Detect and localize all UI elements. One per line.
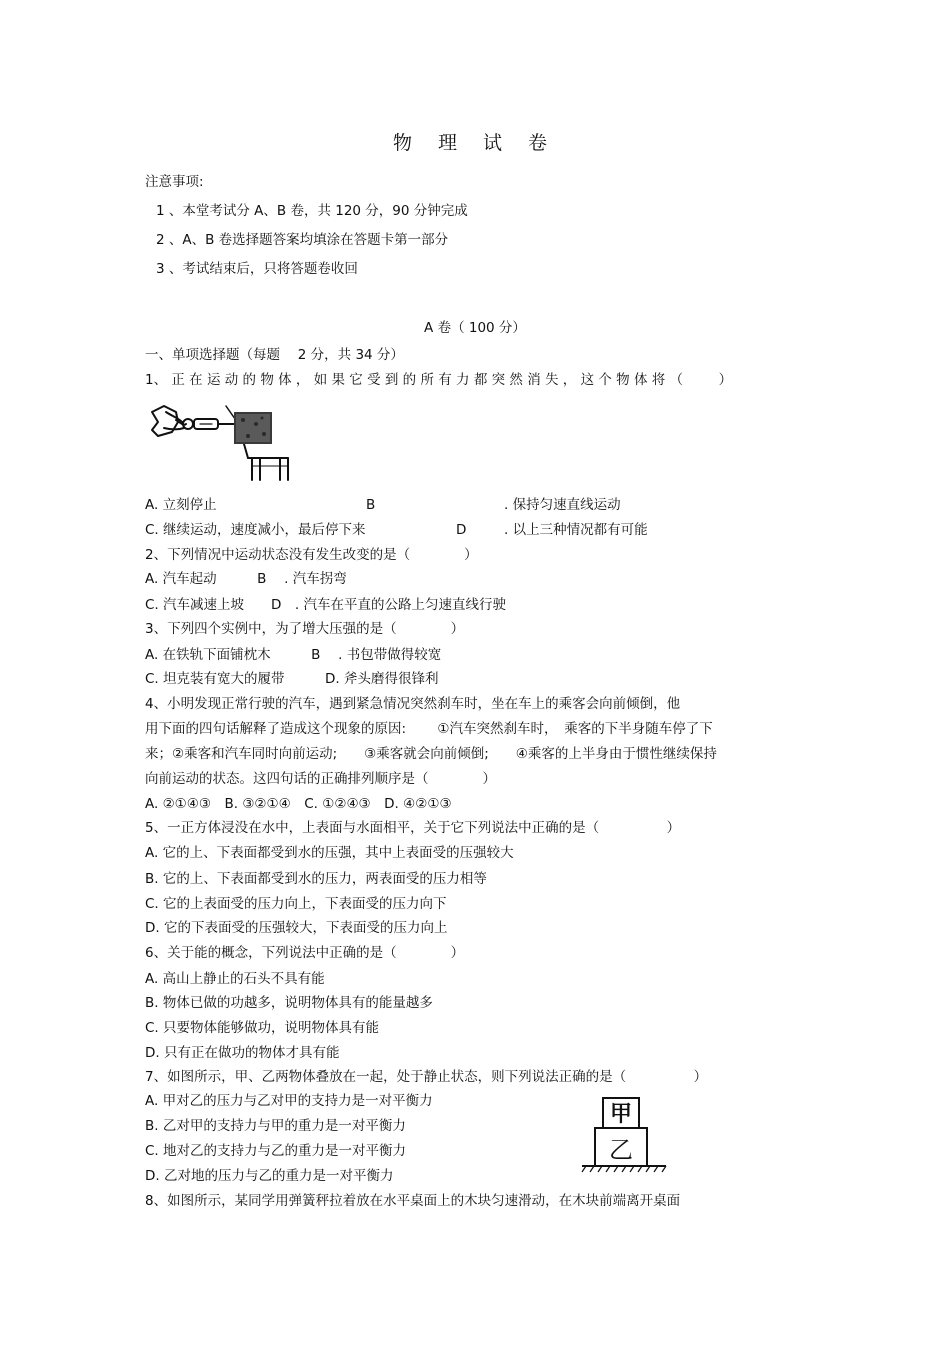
q6-option-c: C. 只要物体能够做功，说明物体具有能 <box>145 1020 380 1036</box>
stacked-blocks-figure <box>580 1096 670 1176</box>
q6-option-b: B. 物体已做的功越多，说明物体具有的能量越多 <box>145 995 433 1011</box>
q1-option-c: C. 继续运动，速度减小，最后停下来 <box>145 522 366 538</box>
q7-option-a: A. 甲对乙的压力与乙对甲的支持力是一对平衡力 <box>145 1093 433 1109</box>
q1-stem: 1、 正 在 运 动 的 物 体 ， 如 果 它 受 到 的 所 有 力 都 突 然 消 失 ， 这 个 物 体 将 （ ） <box>145 372 733 388</box>
notes-heading: 注意事项: <box>145 174 204 190</box>
q2-options-row2: C. 汽车减速上坡 D . 汽车在平直的公路上匀速直线行驶 <box>145 597 506 613</box>
q2-options-row1: A. 汽车起动 B . 汽车拐弯 <box>145 571 347 587</box>
q5-option-a: A. 它的上、下表面都受到水的压强，其中上表面受的压强较大 <box>145 845 514 861</box>
q7-option-c: C. 地对乙的支持力与乙的重力是一对平衡力 <box>145 1143 407 1159</box>
part1-heading: 一、单项选择题（每题 2 分，共 34 分） <box>145 347 404 363</box>
q5-option-d: D. 它的下表面受的压强较大，下表面受的压力向上 <box>145 920 448 936</box>
page-title: 物 理 试 卷 <box>392 132 558 154</box>
section-a-heading: A 卷（ 100 分） <box>424 320 526 336</box>
q8-stem: 8、如图所示，某同学用弹簧秤拉着放在水平桌面上的木块匀速滑动，在木块前端离开桌面 <box>145 1193 681 1209</box>
q4-line2: 用下面的四句话解释了造成这个现象的原因: ①汽车突然刹车时， 乘客的下半身随车停了下 <box>145 721 713 737</box>
spring-scale-figure <box>148 400 293 482</box>
q5-option-b: B. 它的上、下表面都受到水的压力，两表面受的压力相等 <box>145 871 487 887</box>
q3-options-row2: C. 坦克装有宽大的履带 D. 斧头磨得很锋利 <box>145 671 439 687</box>
q3-stem: 3、下列四个实例中，为了增大压强的是（ ） <box>145 621 465 637</box>
q6-option-a: A. 高山上静止的石头不具有能 <box>145 971 325 987</box>
q5-stem: 5、一正方体浸没在水中，上表面与水面相平，关于它下列说法中正确的是（ ） <box>145 820 681 836</box>
q7-option-b: B. 乙对甲的支持力与甲的重力是一对平衡力 <box>145 1118 406 1134</box>
note-item-3: 3 、考试结束后，只将答题卷收回 <box>156 261 358 277</box>
block-jia-label: 甲 <box>609 1102 633 1127</box>
hand-outline <box>152 406 178 436</box>
q3-options-row1: A. 在铁轨下面铺枕木 B . 书包带做得较宽 <box>145 647 442 663</box>
q6-option-d: D. 只有正在做功的物体才具有能 <box>145 1045 340 1061</box>
q4-line1: 4、小明发现正常行驶的汽车，遇到紧急情况突然刹车时，坐在车上的乘客会向前倾倒，他 <box>145 696 681 712</box>
q7-stem: 7、如图所示，甲、乙两物体叠放在一起，处于静止状态，则下列说法正确的是（ ） <box>145 1069 708 1085</box>
q2-stem: 2、下列情况中运动状态没有发生改变的是（ ） <box>145 547 478 563</box>
q1-option-d-text: . 以上三种情况都有可能 <box>504 522 648 538</box>
block-yi-label: 乙 <box>609 1136 633 1164</box>
note-item-1: 1 、本堂考试分 A、B 卷，共 120 分，90 分钟完成 <box>156 203 468 219</box>
q1-option-d-letter: D <box>456 522 467 538</box>
q7-option-d: D. 乙对地的压力与乙的重力是一对平衡力 <box>145 1168 394 1184</box>
q5-option-c: C. 它的上表面受的压力向上，下表面受的压力向下 <box>145 896 447 912</box>
q1-option-a: A. 立刻停止 <box>145 497 217 513</box>
q4-line4: 向前运动的状态。这四句话的正确排列顺序是（ ） <box>145 771 496 787</box>
note-item-2: 2 、A、B 卷选择题答案均填涂在答题卡第一部分 <box>156 232 449 248</box>
q1-option-b-letter: B <box>366 497 376 513</box>
q4-line3: 来；②乘客和汽车同时向前运动; ③乘客就会向前倾倒; ④乘客的上半身由于惯性继续保持 <box>145 746 717 762</box>
q1-option-b-text: . 保持匀速直线运动 <box>504 497 621 513</box>
q6-stem: 6、关于能的概念，下列说法中正确的是（ ） <box>145 945 465 961</box>
q4-options: A. ②①④③ B. ③②①④ C. ①②④③ D. ④②①③ <box>145 796 452 812</box>
